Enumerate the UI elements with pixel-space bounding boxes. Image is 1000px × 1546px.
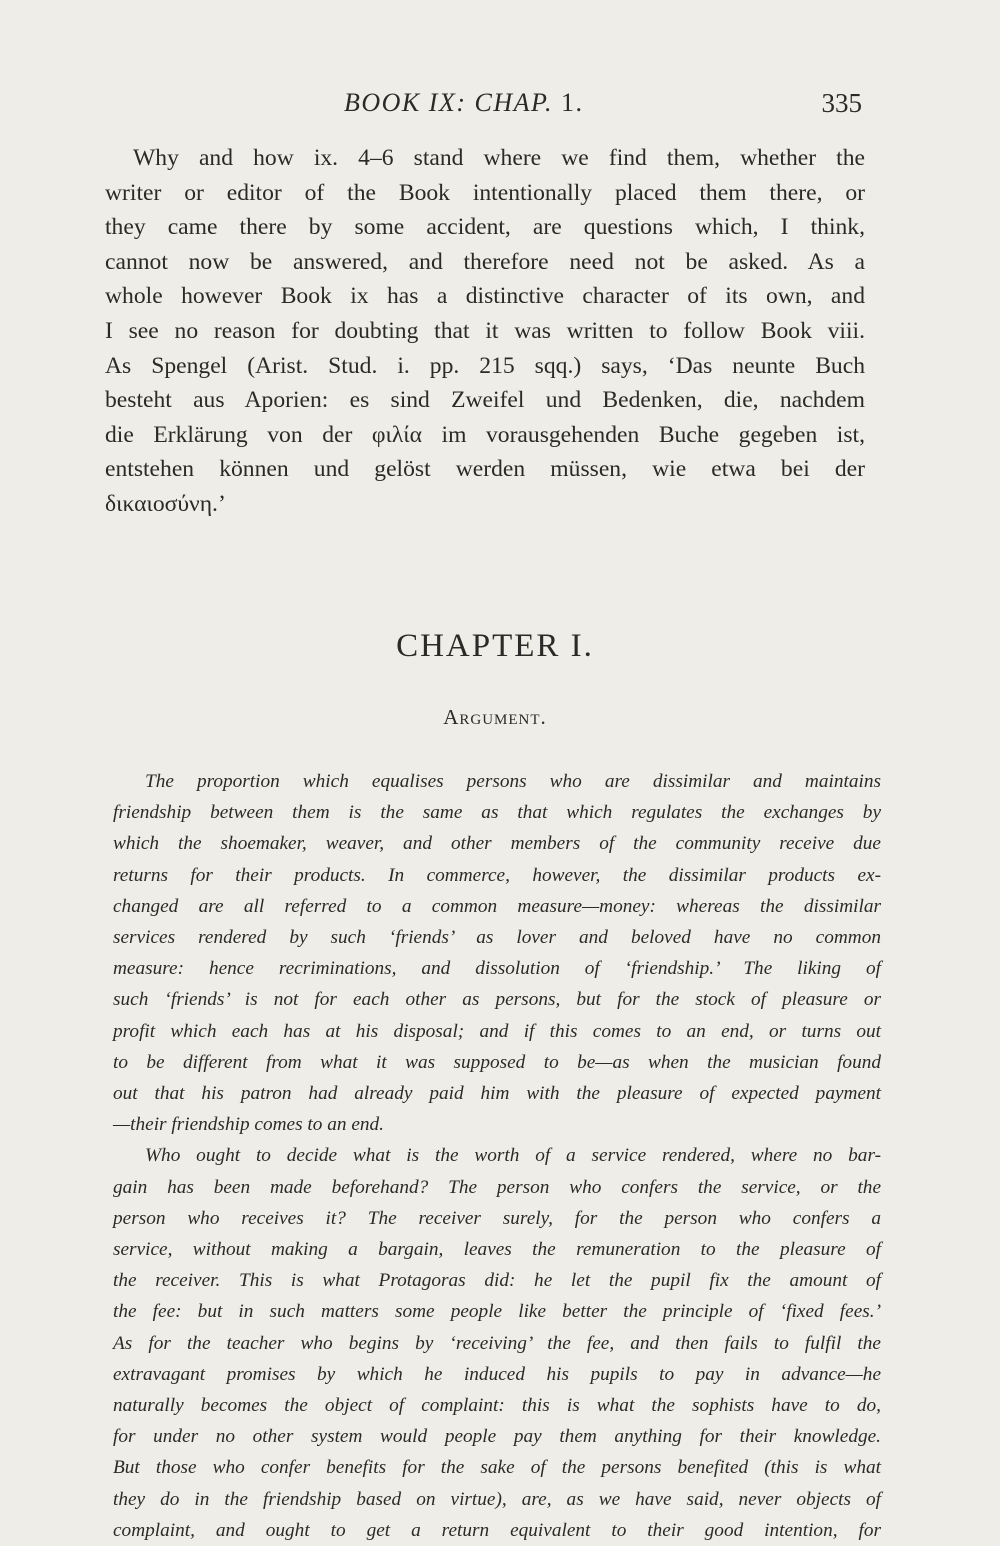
argument-line: service, without making a bargain, leaves the remuneration to the pleasure of (113, 1239, 881, 1261)
argument-line: The proportion which equalises persons who are dissimilar and maintains (145, 771, 881, 792)
argument-line: measure: hence recriminations, and dissolution of ‘friendship.’ The liking of (113, 958, 881, 980)
intro-line: they came there by some accident, are questions which, I think, (105, 214, 865, 241)
running-title-text: BOOK IX: CHAP. (344, 88, 554, 117)
argument-line: they do in the friendship based on virtue), are, as we have said, never objects of (113, 1488, 881, 1510)
argument-line: changed are all referred to a common measure—money: whereas the dissimilar (113, 895, 881, 917)
argument-line: for under no other system would people pay them anything for their knowledge. (113, 1426, 881, 1448)
intro-line: entstehen können und gelöst werden müssen, wie etwa bei der (105, 456, 865, 483)
argument-line: person who receives it? The receiver surely, for the person who confers a (113, 1207, 881, 1229)
intro-line: besteht aus Aporien: es sind Zweifel und Bedenken, die, nachdem (105, 387, 865, 414)
intro-line: writer or editor of the Book intentionally placed them there, or (105, 179, 865, 206)
intro-line: Why and how ix. 4–6 stand where we find them, whether the (133, 145, 865, 171)
running-head (108, 88, 862, 128)
argument-line: the receiver. This is what Protagoras did: he let the pupil fix the amount of (113, 1270, 881, 1292)
intro-line: whole however Book ix has a distinctive character of its own, and (105, 283, 865, 310)
argument-line: the fee: but in such matters some people like better the principle of ‘fixed fees.’ (113, 1301, 881, 1323)
argument-line: to be different from what it was supposed to be—as when the musician found (113, 1051, 881, 1073)
running-chapter-number: 1. (561, 88, 584, 117)
argument-line: complaint, and ought to get a return equivalent to their good intention, for (113, 1519, 881, 1541)
argument-line: As for the teacher who begins by ‘receiving’ the fee, and then fails to fulfil the (113, 1332, 881, 1354)
argument-line: —their friendship comes to an end. (113, 1114, 384, 1136)
argument-summary (113, 766, 881, 1546)
argument-line: profit which each has at his disposal; and if this comes to an end, or turns out (113, 1020, 881, 1042)
argument-heading: Argument. (443, 705, 547, 729)
argument-line: naturally becomes the object of complaint: this is what the sophists have to do, (113, 1395, 881, 1417)
argument-line: Who ought to decide what is the worth of a service rendered, where no bar- (145, 1145, 881, 1167)
chapter-heading: CHAPTER I. (396, 628, 594, 664)
argument-line: gain has been made beforehand? The person who confers the service, or the (113, 1176, 881, 1198)
intro-line: δικαιοσύνη.’ (105, 490, 226, 517)
argument-line: extravagant promises by which he induced his pupils to pay in advance—he (113, 1363, 881, 1385)
argument-line: services rendered by such ‘friends’ as lover and beloved have no common (113, 927, 881, 949)
argument-line: friendship between them is the same as that which regulates the exchanges by (113, 802, 881, 824)
intro-line: cannot now be answered, and therefore need not be asked. As a (105, 248, 865, 275)
running-title (344, 88, 584, 118)
argument-line: which the shoemaker, weaver, and other members of the community receive due (113, 833, 881, 855)
page-number: 335 (821, 88, 862, 118)
argument-line: But those who confer benefits for the sake of the persons benefited (this is what (113, 1457, 881, 1479)
intro-line: I see no reason for doubting that it was written to follow Book viii. (105, 317, 865, 344)
intro-line: die Erklärung von der φιλία im vorausgehenden Buche gegeben ist, (105, 421, 865, 448)
intro-line: As Spengel (Arist. Stud. i. pp. 215 sqq.) says, ‘Das neunte Buch (105, 352, 865, 379)
intro-paragraph (105, 141, 865, 522)
argument-line: out that his patron had already paid him with the pleasure of expected payment (113, 1083, 881, 1105)
argument-line: returns for their products. In commerce, however, the dissimilar products ex- (113, 864, 881, 886)
argument-line: such ‘friends’ is not for each other as persons, but for the stock of pleasure or (113, 989, 881, 1011)
